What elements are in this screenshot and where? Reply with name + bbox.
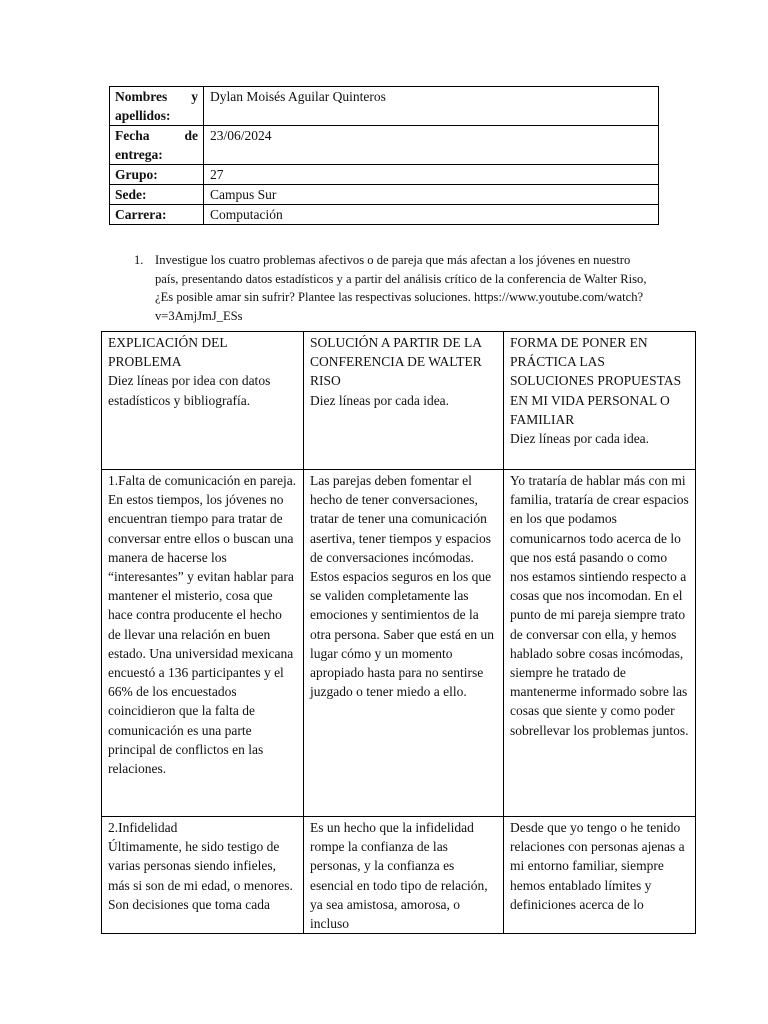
nombres-label: Nombres y apellidos: [110,87,204,126]
sede-label: Sede: [110,185,204,205]
fecha-label: Fecha de entrega: [110,126,204,165]
student-info-table [109,86,659,225]
grupo-value: 27 [204,165,659,185]
header-problem-title: EXPLICACIÓN DEL PROBLEMA [108,335,228,370]
solution-cell: Es un hecho que la infidelidad rompe la confianza de las personas, y la confianza es esencial en todo tipo de relación, ya sea amistosa, amorosa, o incluso [304,817,504,934]
info-row-nombres [110,87,659,126]
info-row-fecha [110,126,659,165]
practice-cell: Desde que yo tengo o he tenido relaciones con personas ajenas a mi entorno familiar, siempre hemos entablado límites y definiciones acerca de lo [504,817,696,934]
fecha-value: 23/06/2024 [204,126,659,165]
header-cell-problem [102,332,304,470]
problem-body: Últimamente, he sido testigo de varias personas siendo infieles, más si son de mi edad, o menores. Son decisiones que toma cada [108,839,293,912]
table-row [102,817,696,934]
table-row [102,470,696,817]
solution-cell: Las parejas deben fomentar el hecho de tener conversaciones, tratar de tener una comunicación asertiva, tener tiempos y espacios de conversaciones incómodas. Estos espacios seguros en los que se validen completamente las emociones y sentimientos de la otra persona. Saber que está en un lugar cómo y un momento apropiado hasta para no sentirse juzgado o tener miedo a ello. [304,470,504,817]
info-row-carrera [110,205,659,225]
header-practice-title: FORMA DE PONER EN PRÁCTICA LAS SOLUCIONES PROPUESTAS EN MI VIDA PERSONAL O FAMILIAR [510,335,682,427]
question-item [134,251,654,325]
problem-title: 2.Infidelidad [108,820,178,835]
header-practice-subtitle: Diez líneas por cada idea. [510,431,650,447]
question-number: 1. [134,253,144,267]
header-solution-title: SOLUCIÓN A PARTIR DE LA CONFERENCIA DE WALTER RISO [310,335,482,389]
nombres-value: Dylan Moisés Aguilar Quinteros [204,87,659,126]
carrera-value: Computación [204,205,659,225]
header-problem-subtitle: Diez líneas por idea con datos estadísticos y bibliografía. [108,373,271,408]
header-solution-subtitle: Diez líneas por cada idea. [310,392,450,408]
table-header-row [102,332,696,470]
header-cell-solution [304,332,504,470]
carrera-label: Carrera: [110,205,204,225]
problem-body: En estos tiempos, los jóvenes no encuentran tiempo para tratar de conversar entre ellos o buscan una manera de hacerse los “interesantes” y evitan hablar para mantener el misterio, cosa que hace contra producente el hecho de llevar una relación en buen estado. Una universidad mexicana encuestó a 136 participantes y el 66% de los encuestados coincidieron que la falta de comunicación es una parte principal de conflictos en las relaciones. [108,492,294,777]
header-cell-practice [504,332,696,470]
grupo-label: Grupo: [110,165,204,185]
problem-cell [102,470,304,817]
analysis-table [101,331,696,934]
practice-cell: Yo trataría de hablar más con mi familia, trataría de crear espacios en los que podamos comunicarnos todo acerca de lo que nos está pasando o como nos estamos sintiendo respecto a cosas que nos incomodan. En el punto de mi pareja siempre trato de conversar con ella, y hemos hablado sobre cosas incómodas, siempre he tratado de mantenerme informado sobre las cosas que siente y como poder sobrellevar los problemas juntos. [504,470,696,817]
problem-title: 1.Falta de comunicación en pareja. [108,473,297,488]
sede-value: Campus Sur [204,185,659,205]
info-row-sede [110,185,659,205]
info-row-grupo [110,165,659,185]
problem-cell [102,817,304,934]
question-text: Investigue los cuatro problemas afectivos o de pareja que más afectan a los jóvenes en nuestro país, presentando datos estadísticos y a partir del análisis crítico de la conferencia de Walter Riso, ¿Es posible amar sin sufrir? Plantee las respectivas soluciones. https://www.youtube.com/watch?v=3AmjJmJ_ESs [155,253,647,323]
